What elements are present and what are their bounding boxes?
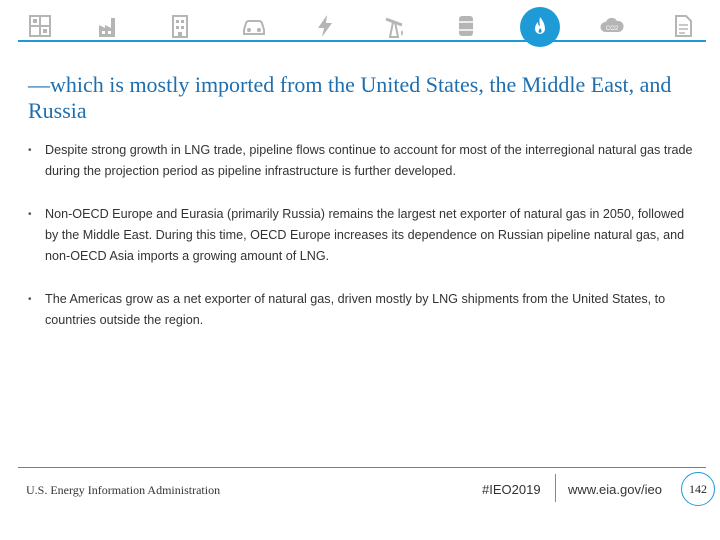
car-icon[interactable] [240,12,268,40]
page-number: 142 [689,481,707,496]
top-icon-navigation [0,0,720,56]
bullet-text: The Americas grow as a net exporter of natural gas, driven mostly by LNG shipments from the United States, to countries outside the region. [45,292,666,327]
co2-cloud-icon[interactable] [598,12,626,40]
gas-flame-icon[interactable] [520,7,560,47]
factory-icon[interactable] [96,12,124,40]
document-icon[interactable] [669,12,697,40]
lightning-icon[interactable] [311,12,339,40]
header-divider [18,40,706,42]
bullet-item [28,289,700,331]
calculator-grid-icon[interactable] [26,12,54,40]
bullet-list [28,140,700,353]
bullet-marker: • [28,294,32,305]
bullet-text: Despite strong growth in LNG trade, pipeline flows continue to account for most of the interregional natural gas trade during the projection period as pipeline infrastructure is further developed. [45,143,693,178]
footer-agency-name: U.S. Energy Information Administration [26,483,221,497]
bullet-item [28,204,700,267]
footer-separator [555,474,556,502]
bullet-item [28,140,700,182]
bullet-marker: • [28,145,32,156]
barrel-icon[interactable] [452,12,480,40]
footer-url-link[interactable]: www.eia.gov/ieo [568,482,662,497]
building-icon[interactable] [166,12,194,40]
svg-text:CO2: CO2 [605,26,619,32]
bullet-text: Non-OECD Europe and Eurasia (primarily Russia) remains the largest net exporter of natural gas in 2050, followed by the Middle East. During this time, OECD Europe increases its dependence on Russian pipeline natural gas, and non-OECD Asia imports a growing amount of LNG. [45,207,685,263]
slide-title: —which is mostly imported from the United States, the Middle East, and Russia [28,72,672,123]
bullet-marker: • [28,209,32,220]
footer-hashtag: #IEO2019 [482,482,541,497]
oil-pump-icon[interactable] [381,12,409,40]
footer-divider [18,467,706,468]
page-number-badge [681,472,715,506]
